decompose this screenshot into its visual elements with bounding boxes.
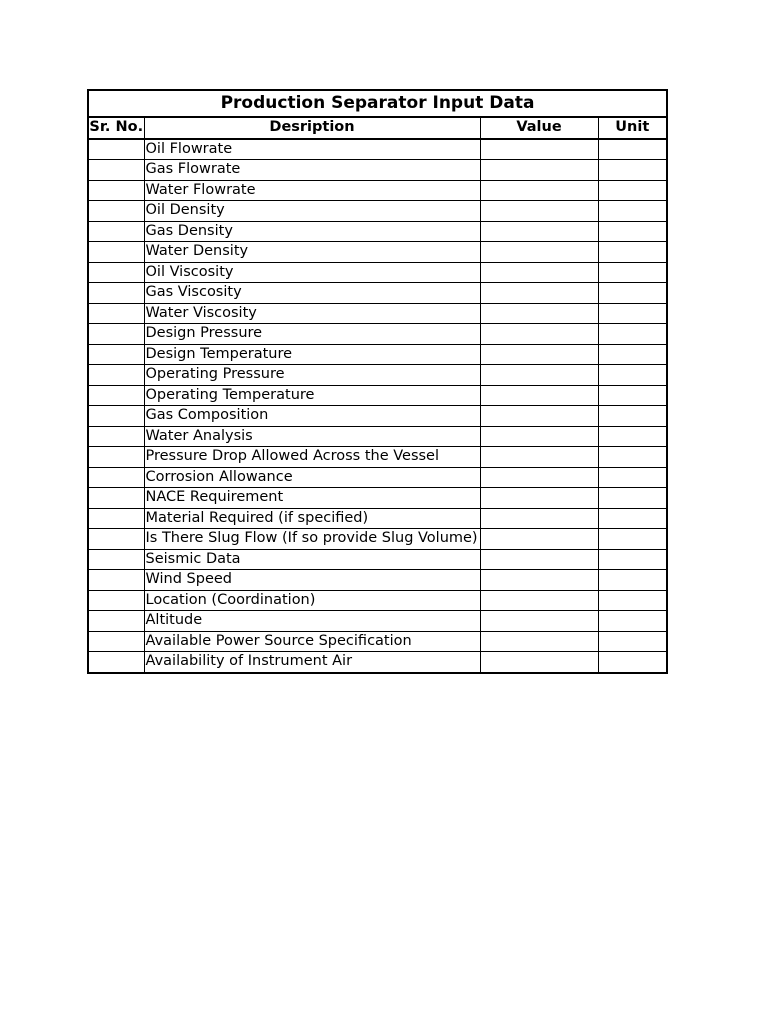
description-cell: Availability of Instrument Air [144, 652, 480, 673]
value-cell[interactable] [480, 570, 598, 591]
value-cell[interactable] [480, 652, 598, 673]
sr-no-cell[interactable] [88, 242, 144, 263]
unit-cell[interactable] [598, 590, 667, 611]
value-cell[interactable] [480, 508, 598, 529]
table-row [88, 221, 667, 242]
description-cell: Gas Flowrate [144, 160, 480, 181]
description-cell: Design Temperature [144, 344, 480, 365]
description-cell: Water Flowrate [144, 180, 480, 201]
table-row [88, 447, 667, 468]
value-cell[interactable] [480, 467, 598, 488]
table-row [88, 406, 667, 427]
description-cell: Operating Temperature [144, 385, 480, 406]
description-cell: Wind Speed [144, 570, 480, 591]
value-cell[interactable] [480, 139, 598, 160]
table-title: Production Separator Input Data [88, 90, 667, 117]
sr-no-cell[interactable] [88, 283, 144, 304]
sr-no-cell[interactable] [88, 426, 144, 447]
value-cell[interactable] [480, 631, 598, 652]
unit-cell[interactable] [598, 201, 667, 222]
title-row [88, 90, 667, 117]
value-cell[interactable] [480, 283, 598, 304]
description-cell: Gas Density [144, 221, 480, 242]
table-row [88, 242, 667, 263]
table-row [88, 180, 667, 201]
description-cell: Pressure Drop Allowed Across the Vessel [144, 447, 480, 468]
value-cell[interactable] [480, 303, 598, 324]
sr-no-cell[interactable] [88, 385, 144, 406]
unit-cell[interactable] [598, 344, 667, 365]
unit-cell[interactable] [598, 652, 667, 673]
sr-no-cell[interactable] [88, 221, 144, 242]
value-cell[interactable] [480, 262, 598, 283]
value-cell[interactable] [480, 529, 598, 550]
table-row [88, 283, 667, 304]
unit-cell[interactable] [598, 303, 667, 324]
header-description: Desription [144, 117, 480, 139]
unit-cell[interactable] [598, 365, 667, 386]
unit-cell[interactable] [598, 262, 667, 283]
table-body [88, 139, 667, 673]
sr-no-cell[interactable] [88, 180, 144, 201]
header-sr-no: Sr. No. [88, 117, 144, 139]
sr-no-cell[interactable] [88, 508, 144, 529]
header-unit: Unit [598, 117, 667, 139]
description-cell: Oil Viscosity [144, 262, 480, 283]
description-cell: Oil Density [144, 201, 480, 222]
input-data-table [87, 89, 668, 674]
table-row [88, 549, 667, 570]
sr-no-cell[interactable] [88, 160, 144, 181]
sr-no-cell[interactable] [88, 262, 144, 283]
unit-cell[interactable] [598, 324, 667, 345]
unit-cell[interactable] [598, 611, 667, 632]
sr-no-cell[interactable] [88, 324, 144, 345]
header-row [88, 117, 667, 139]
header-value: Value [480, 117, 598, 139]
sr-no-cell[interactable] [88, 303, 144, 324]
unit-cell[interactable] [598, 549, 667, 570]
value-cell[interactable] [480, 242, 598, 263]
description-cell: Design Pressure [144, 324, 480, 345]
unit-cell[interactable] [598, 139, 667, 160]
unit-cell[interactable] [598, 467, 667, 488]
sr-no-cell[interactable] [88, 406, 144, 427]
table-row [88, 426, 667, 447]
description-cell: Oil Flowrate [144, 139, 480, 160]
table-row [88, 508, 667, 529]
value-cell[interactable] [480, 488, 598, 509]
table-row [88, 324, 667, 345]
description-cell: Gas Viscosity [144, 283, 480, 304]
unit-cell[interactable] [598, 406, 667, 427]
value-cell[interactable] [480, 447, 598, 468]
unit-cell[interactable] [598, 180, 667, 201]
value-cell[interactable] [480, 324, 598, 345]
description-cell: Location (Coordination) [144, 590, 480, 611]
unit-cell[interactable] [598, 508, 667, 529]
unit-cell[interactable] [598, 529, 667, 550]
sr-no-cell[interactable] [88, 201, 144, 222]
unit-cell[interactable] [598, 447, 667, 468]
unit-cell[interactable] [598, 283, 667, 304]
sr-no-cell[interactable] [88, 631, 144, 652]
description-cell: Seismic Data [144, 549, 480, 570]
description-cell: Available Power Source Specification [144, 631, 480, 652]
description-cell: Water Viscosity [144, 303, 480, 324]
value-cell[interactable] [480, 201, 598, 222]
sr-no-cell[interactable] [88, 529, 144, 550]
description-cell: NACE Requirement [144, 488, 480, 509]
description-cell: Material Required (if specified) [144, 508, 480, 529]
unit-cell[interactable] [598, 488, 667, 509]
unit-cell[interactable] [598, 221, 667, 242]
sr-no-cell[interactable] [88, 652, 144, 673]
description-cell: Gas Composition [144, 406, 480, 427]
value-cell[interactable] [480, 160, 598, 181]
table-row [88, 365, 667, 386]
value-cell[interactable] [480, 365, 598, 386]
description-cell: Operating Pressure [144, 365, 480, 386]
value-cell[interactable] [480, 180, 598, 201]
table-row [88, 385, 667, 406]
description-cell: Water Analysis [144, 426, 480, 447]
table-row [88, 570, 667, 591]
table-row [88, 652, 667, 673]
unit-cell[interactable] [598, 385, 667, 406]
table-row [88, 139, 667, 160]
sr-no-cell[interactable] [88, 611, 144, 632]
table-row [88, 488, 667, 509]
table-row [88, 529, 667, 550]
unit-cell[interactable] [598, 570, 667, 591]
sr-no-cell[interactable] [88, 570, 144, 591]
table-row [88, 590, 667, 611]
table-row [88, 344, 667, 365]
value-cell[interactable] [480, 385, 598, 406]
value-cell[interactable] [480, 344, 598, 365]
table-row [88, 201, 667, 222]
unit-cell[interactable] [598, 160, 667, 181]
description-cell: Is There Slug Flow (If so provide Slug Volume) [144, 529, 480, 550]
sr-no-cell[interactable] [88, 467, 144, 488]
unit-cell[interactable] [598, 631, 667, 652]
value-cell[interactable] [480, 611, 598, 632]
sr-no-cell[interactable] [88, 139, 144, 160]
description-cell: Corrosion Allowance [144, 467, 480, 488]
description-cell: Water Density [144, 242, 480, 263]
sr-no-cell[interactable] [88, 344, 144, 365]
table-row [88, 467, 667, 488]
table-row [88, 631, 667, 652]
sr-no-cell[interactable] [88, 549, 144, 570]
value-cell[interactable] [480, 426, 598, 447]
sr-no-cell[interactable] [88, 488, 144, 509]
value-cell[interactable] [480, 406, 598, 427]
value-cell[interactable] [480, 549, 598, 570]
value-cell[interactable] [480, 221, 598, 242]
table-row [88, 303, 667, 324]
value-cell[interactable] [480, 590, 598, 611]
description-cell: Altitude [144, 611, 480, 632]
unit-cell[interactable] [598, 242, 667, 263]
table-row [88, 160, 667, 181]
table-row [88, 262, 667, 283]
table-row [88, 611, 667, 632]
unit-cell[interactable] [598, 426, 667, 447]
sr-no-cell[interactable] [88, 590, 144, 611]
sr-no-cell[interactable] [88, 365, 144, 386]
sr-no-cell[interactable] [88, 447, 144, 468]
